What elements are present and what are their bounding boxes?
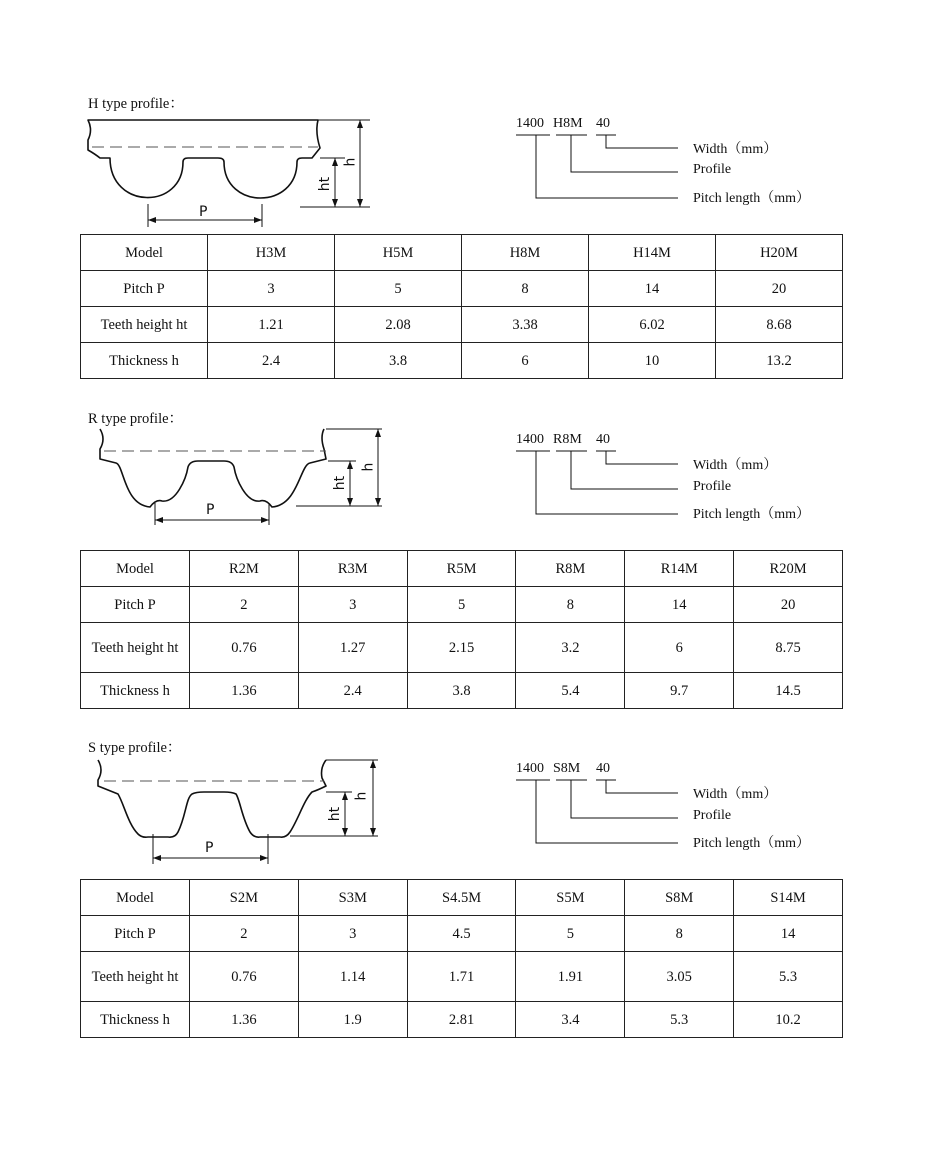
table-cell: 4.5 xyxy=(407,916,516,952)
table-cell: 0.76 xyxy=(190,952,299,1002)
code-width: 40 xyxy=(596,432,610,447)
row-label: Thickness h xyxy=(81,1002,190,1038)
table-row xyxy=(81,587,843,623)
table-cell: S3M xyxy=(298,880,407,916)
table-cell: 14 xyxy=(734,916,843,952)
table-cell: 6.02 xyxy=(589,307,716,343)
legend-width: Width（mm） xyxy=(693,458,778,473)
table-cell: R3M xyxy=(298,551,407,587)
table-cell: S14M xyxy=(734,880,843,916)
table-cell: 5.3 xyxy=(734,952,843,1002)
dim-h-label: h xyxy=(342,157,359,167)
row-label: Thickness h xyxy=(81,343,208,379)
table-cell: 3.05 xyxy=(625,952,734,1002)
table-cell: 5 xyxy=(335,271,462,307)
dim-h-label: h xyxy=(360,462,377,472)
s-profile-section xyxy=(0,736,928,1046)
table-row xyxy=(81,916,843,952)
table-cell: 3 xyxy=(298,587,407,623)
table-row xyxy=(81,952,843,1002)
section-title: H type profile： xyxy=(88,96,184,112)
table-cell: S8M xyxy=(625,880,734,916)
r-profile-section xyxy=(0,407,928,717)
code-length: 1400 xyxy=(516,116,544,131)
table-row xyxy=(81,673,843,709)
h-spec-table xyxy=(80,234,843,379)
table-cell: 3.8 xyxy=(335,343,462,379)
table-cell: 5.4 xyxy=(516,673,625,709)
code-leader-lines xyxy=(0,407,700,537)
legend-width: Width（mm） xyxy=(693,787,778,802)
table-cell: H14M xyxy=(589,235,716,271)
dim-p-label: P xyxy=(206,502,215,518)
dim-ht-label: ht xyxy=(332,475,349,491)
table-cell: 3.38 xyxy=(462,307,589,343)
code-width: 40 xyxy=(596,761,610,776)
r-spec-table xyxy=(80,550,843,709)
table-cell: 3.2 xyxy=(516,623,625,673)
table-cell: 14.5 xyxy=(734,673,843,709)
dim-h-label: h xyxy=(353,791,370,801)
table-row xyxy=(81,271,843,307)
table-cell: 2 xyxy=(190,916,299,952)
row-label: Teeth height ht xyxy=(81,307,208,343)
dim-ht-label: ht xyxy=(317,176,334,192)
row-label: Teeth height ht xyxy=(81,952,190,1002)
table-cell: R20M xyxy=(734,551,843,587)
table-cell: 1.91 xyxy=(516,952,625,1002)
table-row xyxy=(81,235,843,271)
row-label: Pitch P xyxy=(81,916,190,952)
legend-profile: Profile xyxy=(693,479,732,494)
table-cell: 10.2 xyxy=(734,1002,843,1038)
table-cell: 14 xyxy=(589,271,716,307)
legend-profile: Profile xyxy=(693,162,732,177)
dim-p-label: P xyxy=(205,840,214,856)
code-leader-lines xyxy=(0,736,700,866)
table-cell: 20 xyxy=(716,271,843,307)
table-cell: 3 xyxy=(298,916,407,952)
table-cell: 1.21 xyxy=(208,307,335,343)
table-cell: 3.4 xyxy=(516,1002,625,1038)
legend-pitch-length: Pitch length（mm） xyxy=(693,836,811,851)
table-cell: 1.14 xyxy=(298,952,407,1002)
table-cell: R2M xyxy=(190,551,299,587)
table-cell: 5 xyxy=(516,916,625,952)
code-profile: R8M xyxy=(553,432,582,447)
code-leader-lines xyxy=(0,92,700,222)
table-row xyxy=(81,307,843,343)
table-cell: 0.76 xyxy=(190,623,299,673)
table-row xyxy=(81,343,843,379)
s-spec-table xyxy=(80,879,843,1038)
table-cell: 1.27 xyxy=(298,623,407,673)
table-cell: 2.4 xyxy=(208,343,335,379)
table-cell: 1.9 xyxy=(298,1002,407,1038)
table-cell: 5 xyxy=(407,587,516,623)
table-cell: 9.7 xyxy=(625,673,734,709)
h-profile-section xyxy=(0,92,928,392)
table-row xyxy=(81,623,843,673)
table-cell: S4.5M xyxy=(407,880,516,916)
row-label: Model xyxy=(81,235,208,271)
code-width: 40 xyxy=(596,116,610,131)
row-label: Model xyxy=(81,551,190,587)
table-cell: R14M xyxy=(625,551,734,587)
table-cell: 2.08 xyxy=(335,307,462,343)
table-cell: 8 xyxy=(462,271,589,307)
table-cell: 5.3 xyxy=(625,1002,734,1038)
table-cell: 1.36 xyxy=(190,673,299,709)
code-length: 1400 xyxy=(516,432,544,447)
row-label: Thickness h xyxy=(81,673,190,709)
table-cell: H3M xyxy=(208,235,335,271)
table-cell: S2M xyxy=(190,880,299,916)
table-cell: 10 xyxy=(589,343,716,379)
table-cell: 2.81 xyxy=(407,1002,516,1038)
legend-pitch-length: Pitch length（mm） xyxy=(693,191,811,206)
dim-ht-label: ht xyxy=(327,806,344,822)
legend-pitch-length: Pitch length（mm） xyxy=(693,507,811,522)
table-cell: 2 xyxy=(190,587,299,623)
code-profile: H8M xyxy=(553,116,583,131)
table-cell: 6 xyxy=(625,623,734,673)
table-cell: R5M xyxy=(407,551,516,587)
table-cell: 8 xyxy=(516,587,625,623)
table-cell: 20 xyxy=(734,587,843,623)
table-row xyxy=(81,880,843,916)
table-cell: 6 xyxy=(462,343,589,379)
table-cell: H5M xyxy=(335,235,462,271)
table-cell: H20M xyxy=(716,235,843,271)
table-cell: 2.4 xyxy=(298,673,407,709)
table-cell: 3.8 xyxy=(407,673,516,709)
table-cell: 8.68 xyxy=(716,307,843,343)
row-label: Pitch P xyxy=(81,587,190,623)
table-cell: 14 xyxy=(625,587,734,623)
code-profile: S8M xyxy=(553,761,581,776)
table-cell: S5M xyxy=(516,880,625,916)
table-cell: 3 xyxy=(208,271,335,307)
table-cell: R8M xyxy=(516,551,625,587)
section-title: S type profile： xyxy=(88,740,182,756)
table-cell: 8 xyxy=(625,916,734,952)
legend-width: Width（mm） xyxy=(693,142,778,157)
row-label: Teeth height ht xyxy=(81,623,190,673)
table-cell: 1.36 xyxy=(190,1002,299,1038)
dim-p-label: P xyxy=(199,204,208,220)
legend-profile: Profile xyxy=(693,808,732,823)
table-row xyxy=(81,551,843,587)
row-label: Model xyxy=(81,880,190,916)
section-title: R type profile： xyxy=(88,411,184,427)
table-cell: 2.15 xyxy=(407,623,516,673)
table-cell: 8.75 xyxy=(734,623,843,673)
table-cell: 13.2 xyxy=(716,343,843,379)
table-cell: H8M xyxy=(462,235,589,271)
table-cell: 1.71 xyxy=(407,952,516,1002)
row-label: Pitch P xyxy=(81,271,208,307)
code-length: 1400 xyxy=(516,761,544,776)
table-row xyxy=(81,1002,843,1038)
